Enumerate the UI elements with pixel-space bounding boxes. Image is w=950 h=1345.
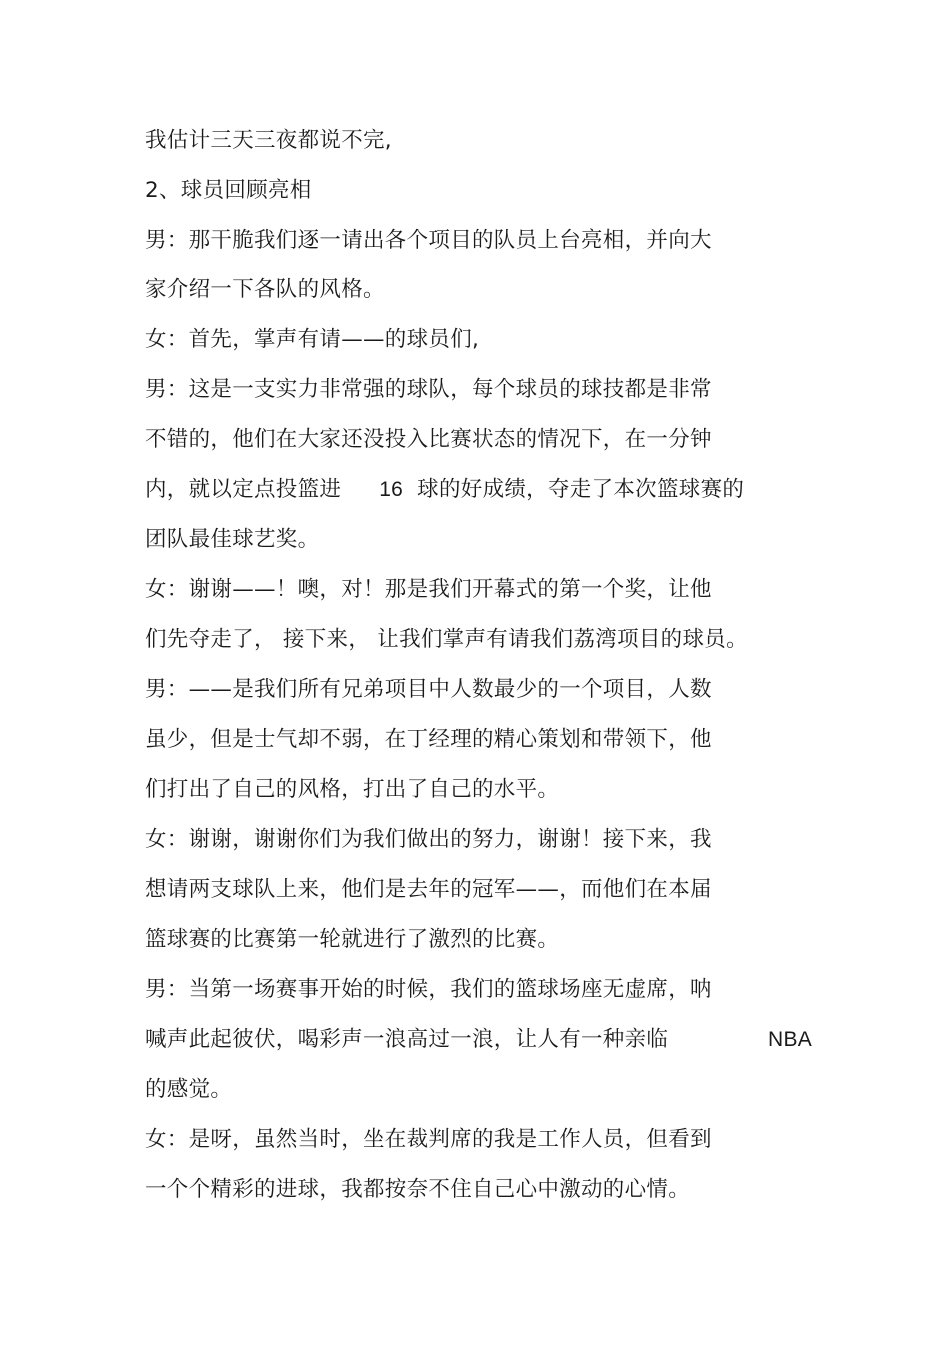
text-line-4: 家介绍一下各队的风格。 <box>145 277 385 302</box>
text-line-1: 我估计三天三夜都说不完, <box>145 128 392 153</box>
text-line-9: 团队最佳球艺奖。 <box>145 527 320 552</box>
text-line-8 <box>145 476 744 504</box>
text-line-8-after: 球的好成绩，夺走了本次篮球赛的 <box>417 477 745 502</box>
text-line-16: 想请两支球队上来，他们是去年的冠军——，而他们在本届 <box>145 877 712 902</box>
text-line-21: 女：是呀，虽然当时，坐在裁判席的我是工作人员，但看到 <box>145 1127 712 1152</box>
text-line-17: 篮球赛的比赛第一轮就进行了激烈的比赛。 <box>145 927 560 952</box>
text-line-8-before: 内，就以定点投篮进 <box>145 477 342 502</box>
text-line-12: 男：——是我们所有兄弟项目中人数最少的一个项目，人数 <box>145 677 712 702</box>
text-line-11: 们先夺走了， 接下来， 让我们掌声有请我们荔湾项目的球员。 <box>145 627 748 652</box>
text-line-8-number: 16 <box>379 478 404 501</box>
text-line-10: 女：谢谢——！噢，对！那是我们开幕式的第一个奖，让他 <box>145 577 712 602</box>
nba-label: NBA <box>768 1028 813 1051</box>
text-line-15: 女：谢谢，谢谢你们为我们做出的努力，谢谢！接下来，我 <box>145 827 712 852</box>
text-line-19-before: 喊声此起彼伏，喝彩声一浪高过一浪，让人有一种亲临 <box>145 1027 669 1052</box>
text-line-19-abbrev <box>768 1026 812 1054</box>
text-line-3: 男：那干脆我们逐一请出各个项目的队员上台亮相，并向大 <box>145 228 712 253</box>
text-line-18: 男：当第一场赛事开始的时候，我们的篮球场座无虚席，呐 <box>145 977 712 1002</box>
text-line-7: 不错的，他们在大家还没投入比赛状态的情况下，在一分钟 <box>145 427 712 452</box>
text-line-19 <box>145 1026 668 1054</box>
text-line-20: 的感觉。 <box>145 1077 233 1102</box>
section-heading: 2、球员回顾亮相 <box>145 178 312 203</box>
text-line-14: 们打出了自己的风格，打出了自己的水平。 <box>145 777 560 802</box>
text-line-6: 男：这是一支实力非常强的球队，每个球员的球技都是非常 <box>145 377 712 402</box>
text-line-13: 虽少，但是士气却不弱，在丁经理的精心策划和带领下，他 <box>145 727 712 752</box>
text-line-22: 一个个精彩的进球，我都按奈不住自己心中激动的心情。 <box>145 1177 691 1202</box>
text-line-5: 女：首先，掌声有请——的球员们, <box>145 327 480 352</box>
